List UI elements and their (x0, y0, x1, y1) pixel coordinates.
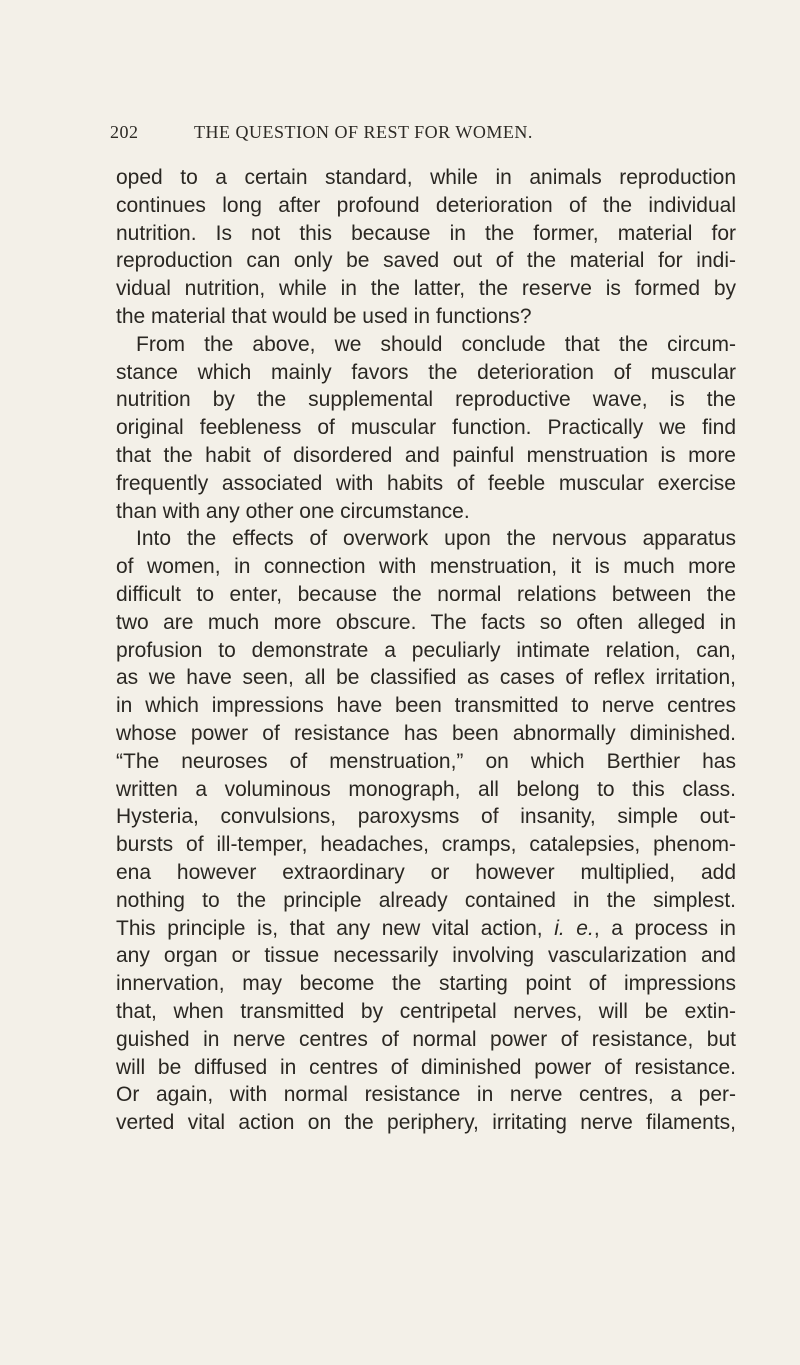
text-line: continues long after profound deterioration of the individual (116, 193, 736, 217)
text-line: original feebleness of muscular function. Practically we find (116, 416, 736, 440)
text-line: that, when transmitted by centripetal nerves, will be extin- (116, 999, 736, 1023)
text-line: in which impressions have been transmitted to nerve centres (116, 694, 736, 718)
text-line: “The neuroses of menstruation,” on which Berthier has (116, 749, 736, 773)
text-line: that the habit of disordered and painful menstruation is more (116, 443, 736, 467)
text-line: as we have seen, all be classified as cases of reflex irritation, (116, 666, 736, 690)
text-line: will be diffused in centres of diminished power of resistance. (116, 1055, 736, 1079)
text-line: nothing to the principle already contained in the simplest. (116, 888, 736, 912)
text-line: nutrition. Is not this because in the former, material for (116, 221, 736, 245)
text-line: difficult to enter, because the normal relations between the (116, 582, 736, 606)
text-line: vidual nutrition, while in the latter, the reserve is formed by (116, 277, 736, 301)
text-line: Or again, with normal resistance in nerve centres, a per- (116, 1083, 736, 1107)
text-line: guished in nerve centres of normal power of resistance, but (116, 1027, 736, 1051)
text-line-with-italic (116, 915, 736, 943)
text-line: verted vital action on the periphery, irritating nerve filaments, (116, 1111, 736, 1135)
text-line: profusion to demonstrate a peculiarly intimate relation, can, (116, 638, 736, 662)
text-line: oped to a certain standard, while in animals reproduction (116, 166, 736, 189)
text-line: bursts of ill-temper, headaches, cramps, catalepsies, phenom- (116, 833, 736, 857)
text-line: ena however extraordinary or however multiplied, add (116, 860, 736, 884)
paragraph-start-line: Into the effects of overwork upon the nervous apparatus (136, 527, 736, 551)
text-line: Hysteria, convulsions, paroxysms of insanity, simple out- (116, 805, 736, 829)
text-line: nutrition by the supplemental reproductive wave, is the (116, 388, 736, 412)
text-line: whose power of resistance has been abnormally diminished. (116, 721, 736, 745)
running-title: THE QUESTION OF REST FOR WOMEN. (194, 122, 533, 142)
body-text (116, 164, 736, 1137)
text-line: innervation, may become the starting point of impressions (116, 972, 736, 996)
text-line: of women, in connection with menstruation, it is much more (116, 555, 736, 579)
text-line: stance which mainly favors the deterioration of muscular (116, 360, 736, 384)
text-line: frequently associated with habits of feeble muscular exercise (116, 471, 736, 495)
page-number: 202 (110, 122, 139, 142)
text-line: written a voluminous monograph, all belong to this class. (116, 777, 736, 801)
text-segment: , a process in (593, 916, 736, 940)
text-line: two are much more obscure. The facts so often alleged in (116, 610, 736, 634)
text-line: reproduction can only be saved out of the material for indi- (116, 249, 736, 273)
text-line: the material that would be used in functions? (116, 304, 532, 328)
paragraph-start-line: From the above, we should conclude that the circum- (136, 332, 736, 356)
text-line: any organ or tissue necessarily involving vascularization and (116, 944, 736, 968)
text-line: than with any other one circumstance. (116, 499, 470, 523)
italic-abbreviation: i. e. (554, 916, 594, 940)
text-segment: This principle is, that any new vital action, (116, 916, 555, 940)
running-head (110, 122, 710, 152)
